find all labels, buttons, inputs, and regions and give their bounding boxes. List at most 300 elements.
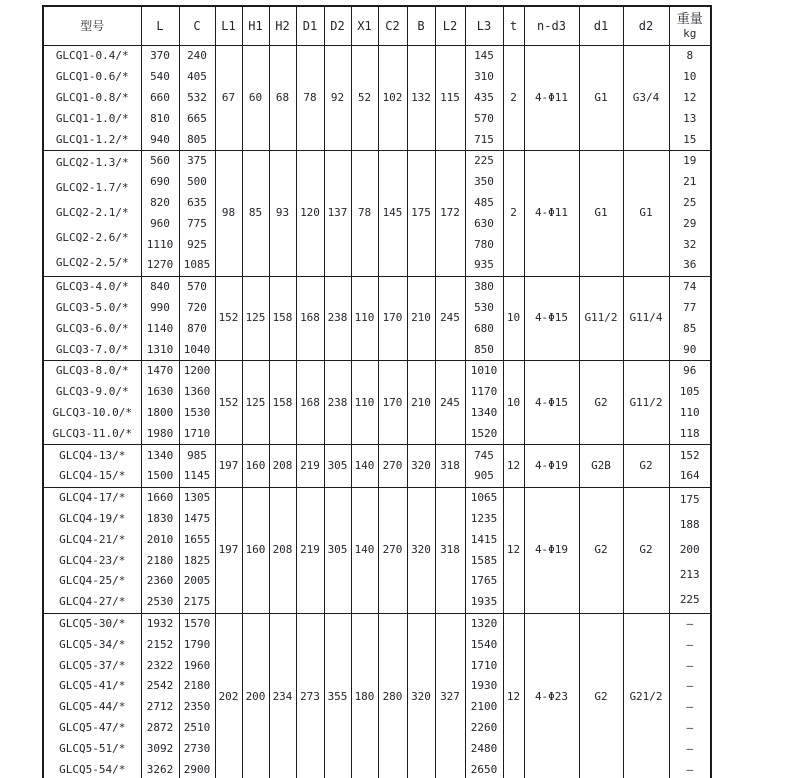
C-value: 1475 — [183, 511, 211, 525]
L-value: 1270 — [146, 258, 174, 272]
L-value: 2872 — [146, 720, 174, 734]
d1-value: G2B — [591, 458, 611, 472]
d2-value: G3/4 — [632, 91, 660, 104]
t-cell — [503, 276, 524, 360]
D1-cell — [296, 151, 324, 277]
weight-cell — [669, 613, 711, 778]
weight-value: 8 — [686, 49, 694, 63]
X1-cell — [351, 445, 378, 488]
model-value: GLCQ2-1.7/* — [55, 181, 129, 195]
D1-value: 273 — [300, 689, 320, 703]
model-cell — [43, 445, 141, 488]
L3-value: 570 — [474, 111, 494, 125]
H1-value: 85 — [248, 206, 263, 220]
d1-value: G2 — [594, 395, 608, 409]
X1-value: 140 — [354, 543, 375, 557]
C-value: 635 — [187, 195, 207, 209]
H1-cell — [242, 360, 269, 444]
weight-value: 110 — [679, 405, 700, 419]
B-cell — [407, 613, 435, 778]
B-cell — [407, 445, 435, 488]
H2-cell — [269, 360, 296, 444]
weight-value: – — [686, 762, 694, 776]
L3-value: 380 — [474, 280, 494, 294]
weight-value: 15 — [683, 132, 697, 146]
C-value: 2175 — [183, 595, 211, 609]
weight-value: 19 — [683, 154, 697, 168]
H1-cell — [242, 613, 269, 778]
H2-value: 158 — [272, 311, 293, 325]
weight-value: 21 — [683, 175, 697, 189]
L3-value: 225 — [474, 154, 494, 168]
D2-value: 238 — [327, 311, 348, 325]
H1-value: 160 — [245, 543, 266, 557]
col-header-X1: X1 — [351, 6, 378, 46]
B-cell — [407, 360, 435, 444]
L1-cell — [215, 487, 242, 613]
model-value: GLCQ1-0.4/* — [55, 49, 129, 63]
weight-value: – — [686, 700, 694, 714]
d2-value: G11/4 — [629, 311, 663, 325]
group-row-3 — [43, 276, 711, 360]
group-row-2 — [43, 151, 711, 277]
weight-value: 213 — [679, 568, 700, 582]
model-value: GLCQ5-54/* — [59, 762, 126, 776]
C2-cell — [378, 276, 407, 360]
col-header-H2: H2 — [269, 6, 296, 46]
C-cell — [179, 360, 215, 444]
C2-cell — [378, 151, 407, 277]
C2-value: 270 — [382, 458, 403, 472]
L-value: 990 — [150, 300, 170, 314]
weight-cell — [669, 360, 711, 444]
weight-value: 225 — [679, 593, 700, 607]
H1-value: 60 — [248, 91, 263, 104]
C-value: 805 — [187, 132, 207, 146]
group-row-6 — [43, 487, 711, 613]
L3-value: 530 — [474, 300, 494, 314]
L-cell — [141, 151, 179, 277]
d2-cell — [623, 276, 669, 360]
L-value: 660 — [150, 90, 170, 104]
d2-cell — [623, 360, 669, 444]
B-cell — [407, 46, 435, 151]
weight-value: 29 — [683, 216, 697, 230]
d1-cell — [579, 151, 623, 277]
C-value: 1530 — [183, 405, 211, 419]
X1-cell — [351, 360, 378, 444]
L2-cell — [435, 445, 465, 488]
t-cell — [503, 445, 524, 488]
weight-value: 10 — [683, 70, 697, 84]
D2-cell — [324, 445, 351, 488]
C2-value: 102 — [382, 91, 403, 104]
L2-cell — [435, 46, 465, 151]
L3-value: 2480 — [470, 741, 498, 755]
H2-cell — [269, 46, 296, 151]
D2-value: 92 — [330, 91, 345, 104]
L2-cell — [435, 276, 465, 360]
C2-value: 170 — [382, 395, 403, 409]
model-value: GLCQ4-13/* — [59, 448, 126, 462]
d2-value: G21/2 — [629, 689, 663, 703]
col-header-B: B — [407, 6, 435, 46]
L-value: 1980 — [146, 426, 174, 440]
C-value: 1040 — [183, 342, 211, 356]
L3-value: 1170 — [470, 385, 498, 399]
C2-cell — [378, 613, 407, 778]
B-value: 320 — [411, 543, 431, 557]
D1-cell — [296, 487, 324, 613]
H1-cell — [242, 445, 269, 488]
d1-cell — [579, 360, 623, 444]
D1-value: 168 — [300, 395, 320, 409]
t-value: 12 — [506, 543, 521, 557]
d1-value: G11/2 — [584, 311, 618, 325]
L-cell — [141, 613, 179, 778]
model-value: GLCQ3-8.0/* — [55, 364, 129, 378]
X1-value: 52 — [357, 91, 372, 104]
C-value: 375 — [187, 154, 207, 168]
B-cell — [407, 487, 435, 613]
D2-cell — [324, 360, 351, 444]
C2-value: 280 — [382, 689, 403, 703]
nd3-cell — [524, 445, 579, 488]
nd3-value: 4-Φ19 — [534, 458, 569, 472]
D2-value: 305 — [327, 458, 348, 472]
L-value: 820 — [150, 195, 170, 209]
L3-value: 2260 — [470, 720, 498, 734]
model-value: GLCQ5-30/* — [59, 616, 126, 630]
L-value: 1630 — [146, 385, 174, 399]
d2-cell — [623, 613, 669, 778]
nd3-value: 4-Φ11 — [534, 206, 569, 220]
D1-cell — [296, 613, 324, 778]
model-cell — [43, 487, 141, 613]
L3-value: 485 — [474, 195, 494, 209]
C-value: 500 — [187, 175, 207, 189]
L2-value: 245 — [440, 395, 460, 409]
L1-value: 202 — [218, 689, 239, 703]
weight-value: 25 — [683, 195, 697, 209]
C-value: 1360 — [183, 385, 211, 399]
model-value: GLCQ2-2.1/* — [55, 206, 129, 220]
D2-value: 305 — [327, 543, 348, 557]
L2-cell — [435, 613, 465, 778]
L1-value: 197 — [218, 543, 239, 557]
X1-value: 110 — [354, 311, 375, 325]
C-value: 720 — [187, 300, 207, 314]
L2-value: 318 — [440, 458, 460, 472]
H1-cell — [242, 151, 269, 277]
C-value: 1305 — [183, 491, 211, 505]
X1-value: 78 — [357, 206, 372, 220]
t-value: 12 — [506, 689, 521, 703]
L2-value: 327 — [440, 689, 460, 703]
t-cell — [503, 487, 524, 613]
L-value: 370 — [150, 49, 170, 63]
L-value: 1830 — [146, 511, 174, 525]
weight-value: – — [686, 658, 694, 672]
L2-value: 318 — [440, 543, 460, 557]
weight-cell — [669, 151, 711, 277]
D2-cell — [324, 276, 351, 360]
d2-value: G2 — [639, 458, 653, 472]
C-value: 1145 — [183, 469, 211, 483]
col-header-nd3: n-d3 — [524, 6, 579, 46]
weight-value: – — [686, 741, 694, 755]
L3-value: 1010 — [470, 364, 498, 378]
D1-value: 219 — [300, 458, 320, 472]
nd3-value: 4-Φ15 — [534, 395, 569, 409]
d1-cell — [579, 46, 623, 151]
L2-cell — [435, 487, 465, 613]
L-value: 1340 — [146, 448, 174, 462]
L1-cell — [215, 613, 242, 778]
C2-cell — [378, 487, 407, 613]
L1-value: 98 — [221, 206, 236, 220]
L-value: 690 — [150, 175, 170, 189]
col-header-L1: L1 — [215, 6, 242, 46]
weight-value: 77 — [683, 300, 697, 314]
B-cell — [407, 276, 435, 360]
model-value: GLCQ4-23/* — [59, 553, 126, 567]
L1-cell — [215, 151, 242, 277]
weight-value: 85 — [683, 321, 697, 335]
L3-value: 1935 — [470, 595, 498, 609]
model-cell — [43, 276, 141, 360]
t-value: 2 — [510, 91, 517, 104]
weight-value: 175 — [679, 493, 700, 507]
L3-cell — [465, 46, 503, 151]
model-value: GLCQ4-19/* — [59, 511, 126, 525]
C-value: 2510 — [183, 720, 211, 734]
model-value: GLCQ1-1.2/* — [55, 132, 129, 146]
weight-cell — [669, 276, 711, 360]
C2-cell — [378, 360, 407, 444]
L-value: 2152 — [146, 637, 174, 651]
model-value: GLCQ4-15/* — [59, 469, 126, 483]
model-cell — [43, 613, 141, 778]
L3-value: 1415 — [470, 532, 498, 546]
C-value: 870 — [187, 321, 207, 335]
nd3-cell — [524, 276, 579, 360]
model-value: GLCQ5-34/* — [59, 637, 126, 651]
nd3-cell — [524, 360, 579, 444]
L-value: 1140 — [146, 321, 174, 335]
C-value: 240 — [187, 49, 207, 63]
B-value: 320 — [411, 689, 431, 703]
B-cell — [407, 151, 435, 277]
d2-value: G1 — [639, 206, 653, 220]
L3-value: 1710 — [470, 658, 498, 672]
model-value: GLCQ1-1.0/* — [55, 111, 129, 125]
H2-cell — [269, 487, 296, 613]
L3-value: 935 — [474, 258, 494, 272]
D2-cell — [324, 487, 351, 613]
D2-cell — [324, 613, 351, 778]
L-value: 1310 — [146, 342, 174, 356]
L3-value: 1585 — [470, 553, 498, 567]
L-value: 2530 — [146, 595, 174, 609]
C-value: 1710 — [183, 426, 211, 440]
C-value: 665 — [187, 111, 207, 125]
L3-cell — [465, 360, 503, 444]
H1-cell — [242, 276, 269, 360]
d2-cell — [623, 445, 669, 488]
D2-value: 355 — [327, 689, 348, 703]
H2-value: 208 — [272, 543, 293, 557]
B-value: 210 — [411, 311, 431, 325]
D2-value: 137 — [327, 206, 348, 220]
C2-value: 270 — [382, 543, 403, 557]
C-value: 1790 — [183, 637, 211, 651]
L-value: 960 — [150, 216, 170, 230]
model-value: GLCQ2-1.3/* — [55, 156, 129, 170]
col-header-weight — [669, 6, 711, 46]
L2-value: 172 — [440, 206, 460, 220]
weight-value: 118 — [679, 426, 700, 440]
weight-value: 105 — [679, 385, 700, 399]
H2-cell — [269, 445, 296, 488]
col-header-d1: d1 — [579, 6, 623, 46]
weight-value: 36 — [683, 258, 697, 272]
col-header-L: L — [141, 6, 179, 46]
d1-value: G1 — [594, 206, 608, 220]
d1-value: G2 — [594, 689, 608, 703]
col-header-D1: D1 — [296, 6, 324, 46]
L1-cell — [215, 360, 242, 444]
L-value: 1470 — [146, 364, 174, 378]
C-value: 2180 — [183, 679, 211, 693]
H2-cell — [269, 276, 296, 360]
L3-value: 850 — [474, 342, 494, 356]
H2-value: 234 — [272, 689, 293, 703]
C-value: 570 — [187, 280, 207, 294]
L3-value: 1235 — [470, 511, 498, 525]
H2-cell — [269, 613, 296, 778]
L3-value: 905 — [474, 469, 494, 483]
model-value: GLCQ3-10.0/* — [52, 405, 132, 419]
D1-cell — [296, 46, 324, 151]
d2-cell — [623, 151, 669, 277]
C-value: 1570 — [183, 616, 211, 630]
L3-value: 715 — [474, 132, 494, 146]
weight-cell — [669, 445, 711, 488]
col-header-weight-line2: kg — [683, 27, 697, 40]
L3-value: 1930 — [470, 679, 498, 693]
L2-cell — [435, 360, 465, 444]
d2-cell — [623, 46, 669, 151]
L3-cell — [465, 276, 503, 360]
D2-cell — [324, 151, 351, 277]
L-value: 3092 — [146, 741, 174, 755]
B-value: 175 — [411, 206, 431, 220]
document-page — [42, 5, 800, 778]
L-value: 1800 — [146, 405, 174, 419]
model-value: GLCQ3-11.0/* — [52, 426, 132, 440]
t-value: 10 — [506, 311, 521, 325]
H2-value: 158 — [272, 395, 293, 409]
C-value: 1960 — [183, 658, 211, 672]
L3-value: 2100 — [470, 700, 498, 714]
nd3-cell — [524, 46, 579, 151]
t-cell — [503, 151, 524, 277]
L3-cell — [465, 487, 503, 613]
D2-value: 238 — [327, 395, 348, 409]
model-value: GLCQ3-6.0/* — [55, 321, 129, 335]
D1-cell — [296, 276, 324, 360]
group-row-5 — [43, 445, 711, 488]
B-value: 210 — [411, 395, 431, 409]
weight-value: 90 — [683, 342, 697, 356]
L3-value: 1765 — [470, 574, 498, 588]
C-cell — [179, 46, 215, 151]
C-value: 1200 — [183, 364, 211, 378]
L-cell — [141, 360, 179, 444]
nd3-cell — [524, 151, 579, 277]
C-value: 2900 — [183, 762, 211, 776]
weight-cell — [669, 487, 711, 613]
C-value: 925 — [187, 237, 207, 251]
group-row-1 — [43, 46, 711, 151]
col-header-model: 型号 — [43, 6, 141, 46]
L3-value: 350 — [474, 175, 494, 189]
d2-value: G2 — [639, 543, 653, 557]
B-value: 320 — [411, 458, 431, 472]
model-value: GLCQ3-7.0/* — [55, 342, 129, 356]
weight-value: 96 — [683, 364, 697, 378]
C-cell — [179, 276, 215, 360]
D1-value: 219 — [300, 543, 320, 557]
col-header-D2: D2 — [324, 6, 351, 46]
L3-value: 1520 — [470, 426, 498, 440]
H1-value: 200 — [245, 689, 266, 703]
X1-cell — [351, 151, 378, 277]
H1-value: 160 — [245, 458, 266, 472]
nd3-cell — [524, 613, 579, 778]
H2-value: 68 — [275, 91, 290, 104]
L3-value: 310 — [474, 70, 494, 84]
model-value: GLCQ3-9.0/* — [55, 385, 129, 399]
model-value: GLCQ3-4.0/* — [55, 280, 129, 294]
weight-value: 188 — [679, 518, 700, 532]
model-value: GLCQ3-5.0/* — [55, 300, 129, 314]
L-value: 2322 — [146, 658, 174, 672]
d1-cell — [579, 276, 623, 360]
L-cell — [141, 445, 179, 488]
C-value: 1655 — [183, 532, 211, 546]
col-header-C: C — [179, 6, 215, 46]
H2-value: 93 — [275, 206, 290, 220]
C-cell — [179, 151, 215, 277]
table-body — [43, 46, 711, 778]
D1-cell — [296, 445, 324, 488]
L3-value: 630 — [474, 216, 494, 230]
L3-value: 780 — [474, 237, 494, 251]
X1-cell — [351, 46, 378, 151]
table-header — [43, 6, 711, 46]
C2-cell — [378, 445, 407, 488]
nd3-value: 4-Φ15 — [534, 311, 569, 325]
C-value: 405 — [187, 70, 207, 84]
model-value: GLCQ4-27/* — [59, 595, 126, 609]
model-value: GLCQ4-21/* — [59, 532, 126, 546]
model-value: GLCQ4-25/* — [59, 574, 126, 588]
model-cell — [43, 46, 141, 151]
L-value: 2712 — [146, 700, 174, 714]
L-value: 1110 — [146, 237, 174, 251]
